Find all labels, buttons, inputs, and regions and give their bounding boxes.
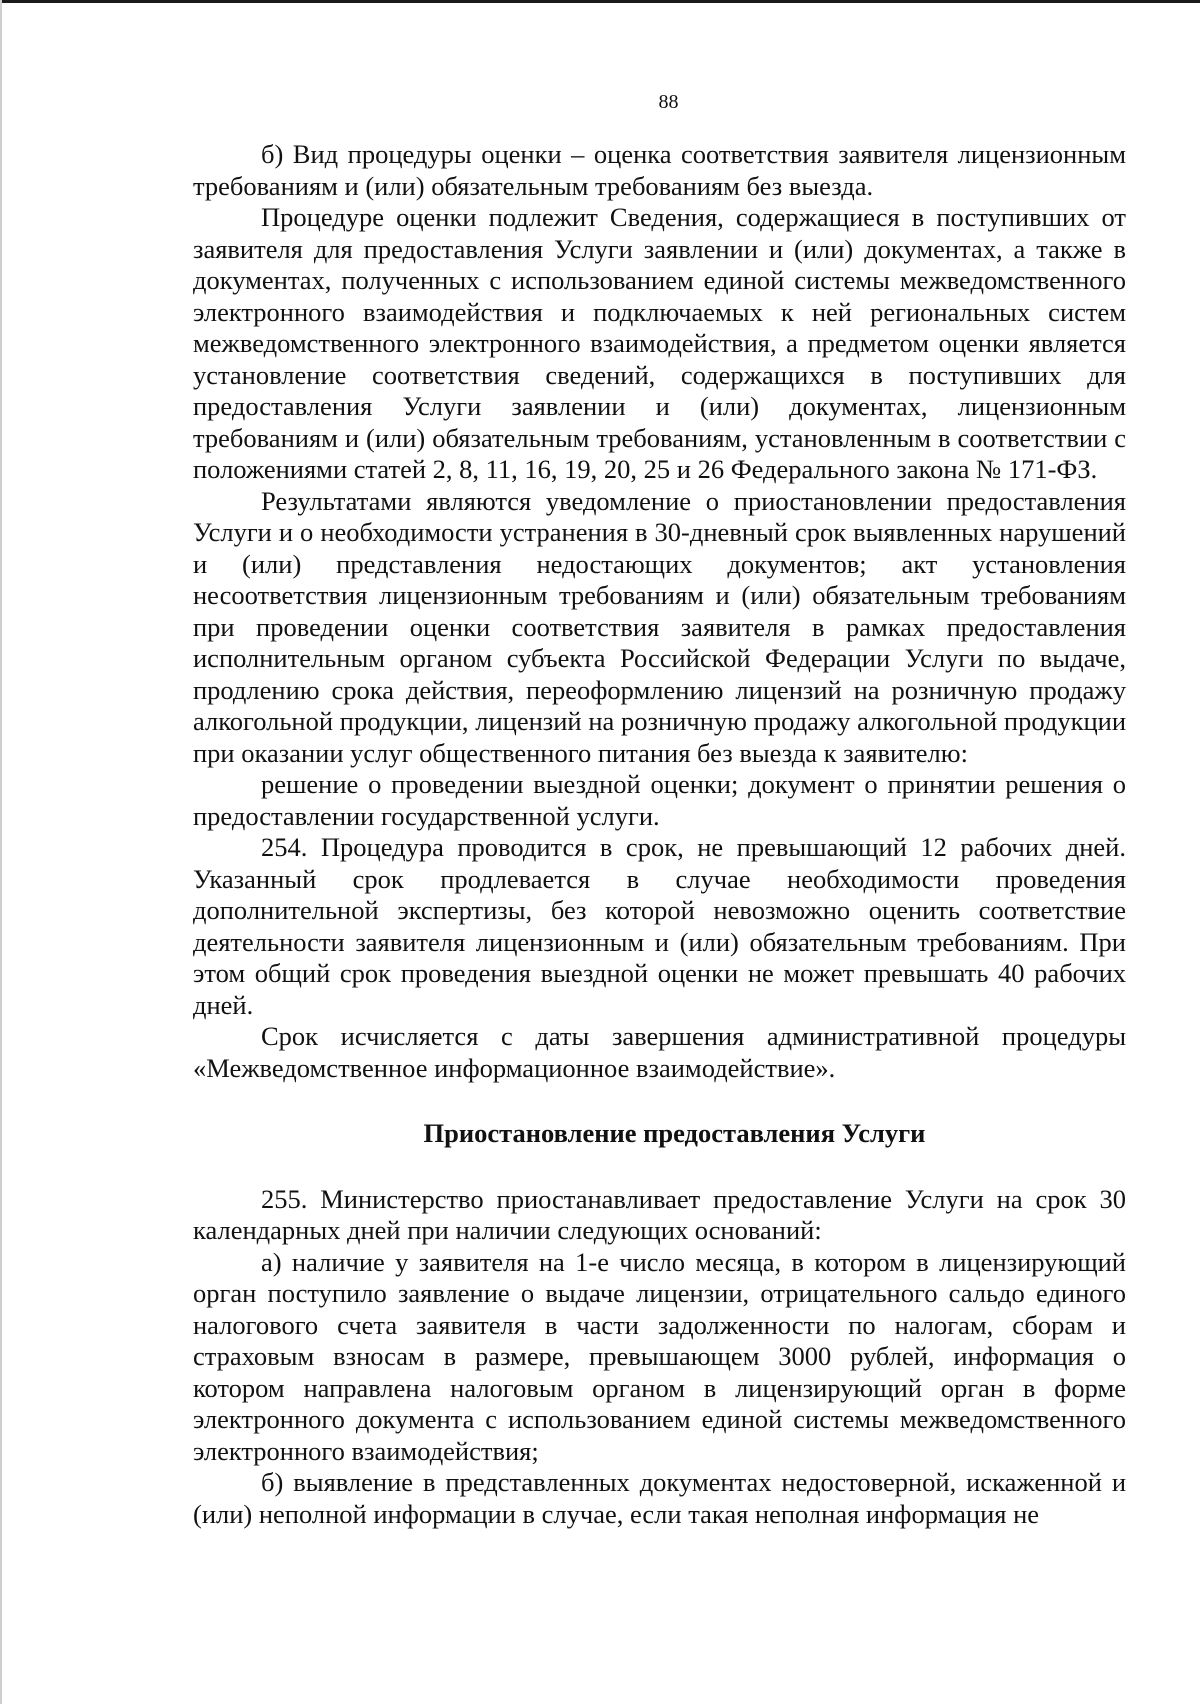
paragraph-b-assessment-type: б) Вид процедуры оценки – оценка соответствия заявителя лицензионным требованиям и (или) обязательным требованиям без выезда. <box>193 139 1126 201</box>
paragraph-255-suspension: 255. Министерство приостанавливает предоставление Услуги на срок 30 календарных дней при наличии следующих оснований: <box>193 1183 1126 1245</box>
paragraph-b-incomplete-info: б) выявление в представленных документах недостоверной, искаженной и (или) неполной информации в случае, если такая неполная информация не <box>193 1467 1126 1529</box>
paragraph-assessment-subject: Процедуре оценки подлежит Сведения, содержащиеся в поступивших от заявителя для предоставления Услуги заявлении и (или) документах, а также в документах, полученных с использованием единой системы межведомственного электронного взаимодействия и подключаемых к ней региональных систем межведомственного электронного взаимодействия, а предметом оценки является установление соответствия сведений, содержащихся в поступивших для предоставления Услуги заявлении и (или) документах, лицензионным требованиям и (или) обязательным требованиям, установленным в соответствии с положениями статей 2, 8, 11, 16, 19, 20, 25 и 26 Федерального закона № 171-ФЗ. <box>193 202 1126 484</box>
paragraph-a-tax-debt: а) наличие у заявителя на 1-е число месяца, в котором в лицензирующий орган поступило заявление о выдаче лицензии, отрицательного сальдо единого налогового счета заявителя в части задолженности по налогам, сборам и страховым взносам в размере, превышающем 3000 рублей, информация о котором направлена налоговым органом в лицензирующий орган в форме электронного документа с использованием единой системы межведомственного электронного взаимодействия; <box>193 1246 1126 1466</box>
page-number: 88 <box>658 91 679 113</box>
paragraph-254-term: 254. Процедура проводится в срок, не превышающий 12 рабочих дней. Указанный срок продлевается в случае необходимости проведения дополнительной экспертизы, без которой невозможно оценить соответствие деятельности заявителя лицензионным и (или) обязательным требованиям. При этом общий срок проведения выездной оценки не может превышать 40 рабочих дней. <box>193 832 1126 1020</box>
paragraph-term-calculation: Срок исчисляется с даты завершения административной процедуры «Межведомственное информационное взаимодействие». <box>193 1021 1126 1083</box>
paragraph-results: Результатами являются уведомление о приостановлении предоставления Услуги и о необходимости устранения в 30-дневный срок выявленных нарушений и (или) представления недостающих документов; акт установления несоответствия лицензионным требованиям и (или) обязательным требованиям при проведении оценки соответствия заявителя в рамках предоставления исполнительным органом субъекта Российской Федерации Услуги по выдаче, продлению срока действия, переоформлению лицензий на розничную продажу алкогольной продукции, лицензий на розничную продажу алкогольной продукции при оказании услуг общественного питания без выезда к заявителю: <box>193 485 1126 768</box>
document-page <box>193 88 1126 1530</box>
scan-edge-top <box>0 0 1200 3</box>
scan-edge-left <box>0 0 2 1704</box>
paragraph-decision: решение о проведении выездной оценки; документ о принятии решения о предоставлении государственной услуги. <box>193 769 1126 831</box>
section-heading: Приостановление предоставления Услуги <box>423 1118 926 1148</box>
